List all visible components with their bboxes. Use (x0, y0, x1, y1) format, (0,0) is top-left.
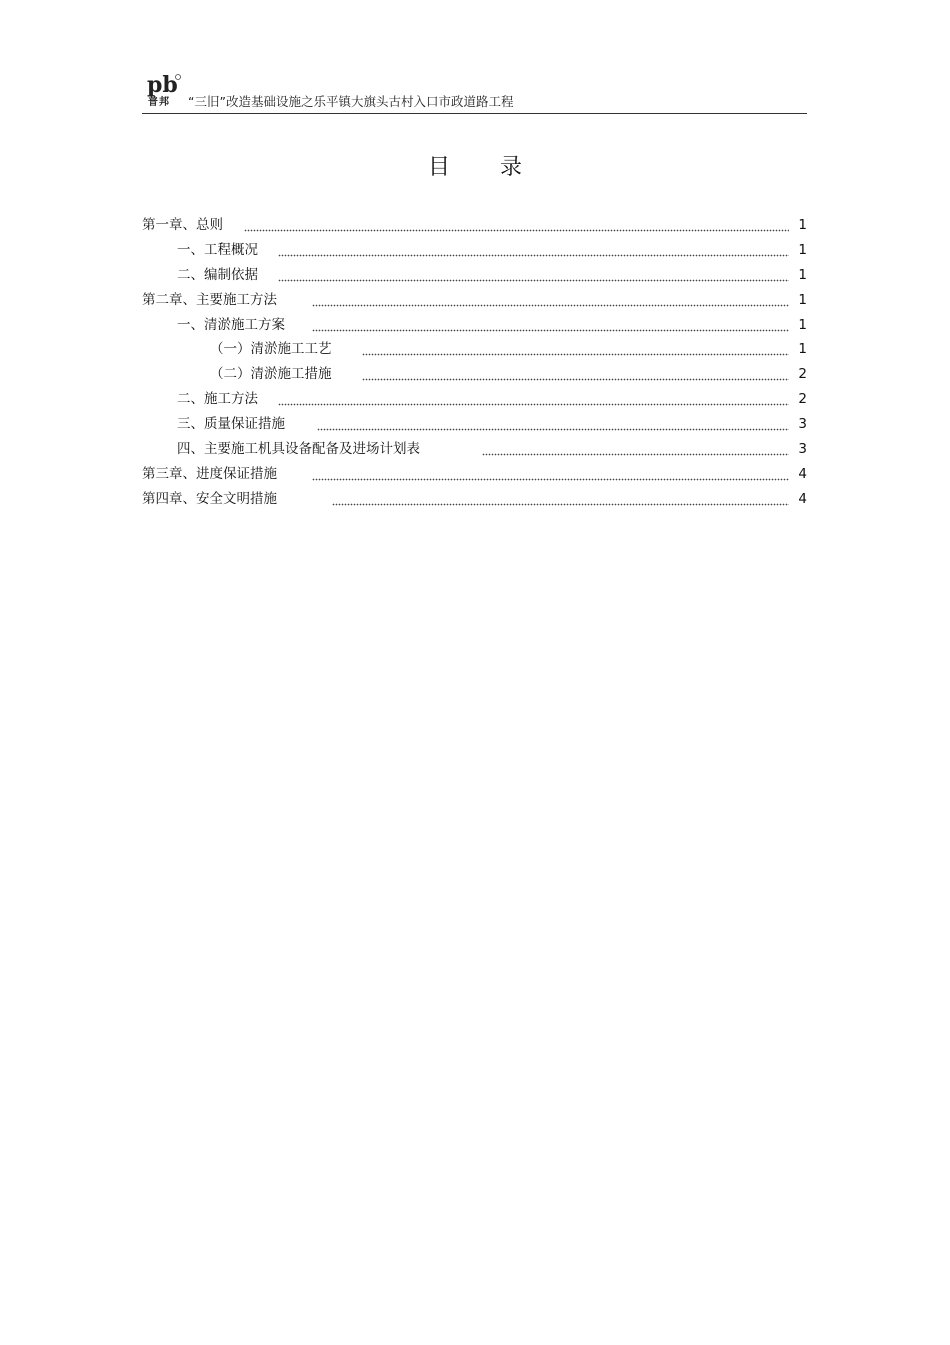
page-header (142, 70, 807, 114)
toc-entry[interactable] (142, 437, 807, 462)
toc-leader-dots (362, 362, 789, 387)
toc-entry[interactable] (142, 213, 807, 238)
toc-entry-label: 一、工程概况 (177, 241, 258, 258)
toc-leader-dots (482, 437, 789, 462)
toc-entry-label: 第四章、安全文明措施 (142, 490, 277, 507)
toc-entry[interactable] (142, 412, 807, 437)
toc-entry-page: 1 (798, 341, 807, 358)
toc-entry-page: 3 (798, 441, 807, 458)
toc-leader-dots (362, 337, 789, 362)
toc-entry[interactable] (142, 238, 807, 263)
toc-entry[interactable] (142, 337, 807, 362)
toc-entry-page: 2 (798, 391, 807, 408)
toc-entry-label: 二、施工方法 (177, 391, 258, 408)
toc-leader-dots (312, 462, 789, 487)
svg-text:pb: pb (147, 72, 178, 98)
toc-entry-page: 1 (798, 217, 807, 233)
toc-entry-page: 4 (798, 465, 807, 482)
toc-entry[interactable] (142, 387, 807, 412)
toc-leader-dots (317, 412, 789, 437)
toc-entry-label: 四、主要施工机具设备配备及进场计划表 (177, 441, 420, 458)
toc-entry-label: 第三章、进度保证措施 (142, 465, 277, 482)
toc-entry-page: 1 (798, 241, 807, 258)
toc-leader-dots (244, 213, 789, 238)
toc-leader-dots (332, 487, 789, 512)
toc-entry-label: 第二章、主要施工方法 (142, 291, 277, 308)
toc-entry-label: 二、编制依据 (177, 266, 258, 283)
toc-entry-page: 2 (798, 366, 807, 383)
toc-entry-label: 一、清淤施工方案 (177, 316, 285, 333)
toc-title (0, 150, 950, 181)
toc-entry-page: 1 (798, 316, 807, 333)
toc-entry-label: 三、质量保证措施 (177, 416, 285, 433)
toc-entry-label: （一）清淤施工工艺 (210, 341, 332, 358)
toc-entry-page: 1 (798, 291, 807, 308)
header-title: “三旧”改造基础设施之乐平镇大旗头古村入口市政道路工程 (188, 94, 514, 109)
toc-entry-label: 第一章、总则 (142, 217, 223, 233)
toc-entry[interactable] (142, 313, 807, 338)
toc-title-left: 目 (427, 155, 450, 180)
toc-entry-page: 4 (798, 490, 807, 507)
logo-text: 普邦 (148, 97, 170, 108)
toc-entry[interactable] (142, 288, 807, 313)
table-of-contents (142, 213, 807, 512)
toc-entry[interactable] (142, 462, 807, 487)
toc-title-right: 录 (500, 155, 523, 180)
toc-entry[interactable] (142, 362, 807, 387)
toc-leader-dots (278, 263, 789, 288)
toc-leader-dots (278, 238, 789, 263)
toc-entry-page: 3 (798, 416, 807, 433)
toc-entry[interactable] (142, 263, 807, 288)
toc-entry-page: 1 (798, 266, 807, 283)
toc-leader-dots (278, 387, 789, 412)
toc-leader-dots (312, 313, 789, 338)
toc-entry-label: （二）清淤施工措施 (210, 366, 332, 383)
toc-entry[interactable] (142, 487, 807, 512)
toc-leader-dots (312, 288, 789, 313)
